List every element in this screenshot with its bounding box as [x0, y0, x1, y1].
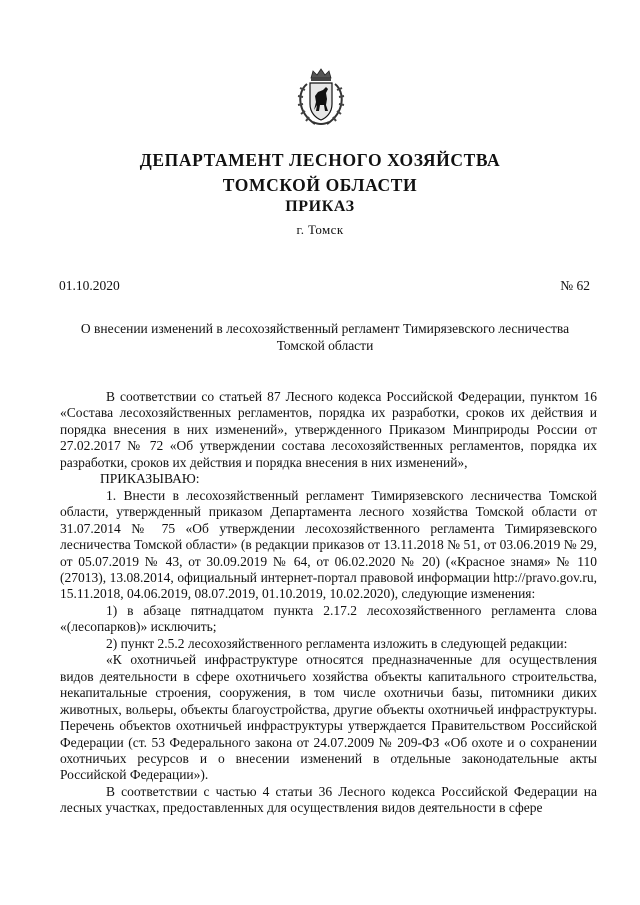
department-region: ТОМСКОЙ ОБЛАСТИ: [222, 175, 418, 195]
paragraph-subitem-2: 2) пункт 2.5.2 лесохозяйственного регламента изложить в следующей редакции:: [106, 635, 568, 651]
department-title: ДЕПАРТАМЕНТ ЛЕСНОГО ХОЗЯЙСТВА: [139, 150, 501, 170]
paragraph-quote: «К охотничьей инфраструктуре относятся предназначенные для осуществления видов деятельности в сфере охотничьего хозяйства объекты капитального строительства, некапитальные строения, сооружения, в том числе охотничьи базы, питомники диких животных, вольеры, объекты благоустройства, другие объекты охотничьей инфраструктуры. Перечень объектов охотничьей инфраструктуры утверждается Правительством Российской Федерации (ст. 53 Федерального закона от 24.07.2009 № 209-ФЗ «Об охоте и о сохранении охотничьих ресурсов и о внесении изменений в отдельные законодательные акты Российской Федерации»).: [60, 652, 597, 783]
document-number: № 62: [560, 278, 590, 293]
paragraph-continuation: В соответствии с частью 4 статьи 36 Лесного кодекса Российской Федерации на лесных участках, предоставленных для осуществления видов деятельности в сфере: [60, 783, 597, 816]
paragraph-subitem-1: 1) в абзаце пятнадцатом пункта 2.17.2 лесохозяйственного регламента слова «(лесопарков)» исключить;: [60, 602, 597, 635]
paragraph-preamble: В соответствии со статьей 87 Лесного кодекса Российской Федерации, пунктом 16 «Состава лесохозяйственных регламентов, порядка их разработки, сроков их действия и порядка внесения в них изменений», утвержденного Приказом Минприроды России от 27.02.2017 № 72 «Об утверждении состава лесохозяйственных регламентов, порядка их разработки, сроков их действия и порядка внесения в них изменений»,: [60, 389, 597, 470]
paragraph-item-1: 1. Внести в лесохозяйственный регламент Тимирязевского лесничества Томской области, утвержденный приказом Департамента лесного хозяйства Томской области от 31.07.2014 № 75 «Об утверждении лесохозяйственного регламента Тимирязевского лесничества Томской области» (в редакции приказов от 13.11.2018 № 51, от 03.06.2019 № 29, от 05.07.2019 № 43, от 30.09.2019 № 64, от 06.02.2020 № 20) («Красное знамя» № 110 (27013), 13.08.2014, официальный интернет-портал правовой информации http://pravo.gov.ru, 15.11.2018, 04.06.2019, 08.07.2019, 01.10.2019, 10.02.2020), следующие изменения:: [60, 487, 597, 602]
document-type: ПРИКАЗ: [285, 198, 355, 215]
coat-of-arms-icon: [293, 68, 349, 128]
document-date: 01.10.2020: [59, 278, 120, 293]
document-body: [60, 389, 597, 817]
paragraph-order: ПРИКАЗЫВАЮ:: [100, 471, 200, 487]
document-subject: О внесении изменений в лесохозяйственный регламент Тимирязевского лесничества Томской области: [80, 321, 570, 353]
city: г. Томск: [296, 222, 344, 237]
